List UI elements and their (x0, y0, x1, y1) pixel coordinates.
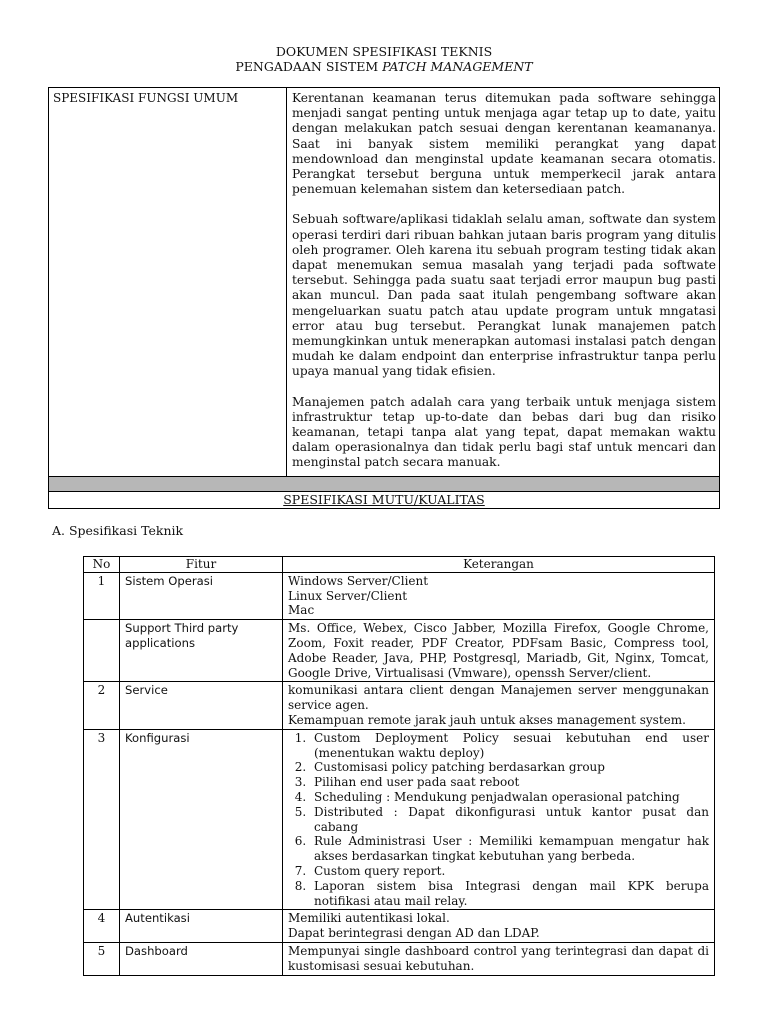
technical-spec-heading: A. Spesifikasi Teknik (52, 523, 184, 538)
subtitle-italic: PATCH MANAGEMENT (382, 59, 533, 74)
row-fitur: Konfigurasi (120, 729, 283, 910)
row-fitur: Sistem Operasi (120, 572, 283, 619)
table-row (84, 620, 715, 682)
table-row (84, 942, 715, 975)
document-subtitle (0, 59, 768, 74)
list-item: 3. Pilihan end user pada saat reboot (310, 775, 709, 790)
row-no: 2 (84, 682, 120, 729)
row-no: 4 (84, 910, 120, 943)
list-item: 6. Rule Administrasi User : Memiliki kemampuan mengatur hak akses berdasarkan tingkat kebutuhan yang berbeda. (310, 834, 709, 864)
keterangan-line: Linux Server/Client (288, 588, 408, 603)
list-item: 1. Custom Deployment Policy sesuai kebutuhan end user (menentukan waktu deploy) (310, 731, 709, 761)
row-keterangan (283, 572, 715, 619)
row-no: 1 (84, 572, 120, 619)
header-keterangan: Keterangan (283, 557, 715, 573)
keterangan-line: Mac (288, 603, 315, 618)
spec-paragraph: Sebuah software/aplikasi tidaklah selalu aman, softwate dan system operasi terdiri dari ribuan bahkan jutaan baris program yang ditulis oleh programer. Oleh karena itu sebuah program testing tidak akan dapat menemukan semua masalah yang terjadi pada softwate tersebut. Sehingga pada suatu saat terjadi error maupun bug pasti akan muncul. Dan pada saat itulah pengembang software akan mengeluarkan suatu patch atau update program untuk mngatasi error atau bug tersebut. Perangkat lunak manajemen patch memungkinkan untuk menerapkan automasi instalasi patch dengan mudah ke dalam endpoint dan enterprise infrastruktur tanpa perlu upaya manual yang tidak efisien. (292, 212, 716, 379)
list-item: 4. Scheduling : Mendukung penjadwalan operasional patching (310, 790, 709, 805)
row-fitur: Service (120, 682, 283, 729)
row-fitur: Autentikasi (120, 910, 283, 943)
table-row (84, 572, 715, 619)
configuration-list (288, 731, 709, 909)
table-row (84, 682, 715, 729)
row-keterangan (283, 910, 715, 943)
general-spec-table (48, 87, 720, 509)
keterangan-line: Dapat berintegrasi dengan AD dan LDAP. (288, 926, 540, 941)
row-no: 3 (84, 729, 120, 910)
keterangan-line: Windows Server/Client (288, 573, 429, 588)
general-spec-label: SPESIFIKASI FUNGSI UMUM (53, 91, 239, 105)
row-no: 5 (84, 942, 120, 975)
row-fitur: Dashboard (120, 942, 283, 975)
header-no: No (84, 557, 120, 573)
keterangan-line: Kemampuan remote jarak jauh untuk akses management system. (288, 712, 686, 727)
header-fitur: Fitur (120, 557, 283, 573)
general-spec-description (292, 91, 716, 486)
table-header-row (84, 557, 715, 573)
document-title: DOKUMEN SPESIFIKASI TEKNIS (275, 44, 493, 59)
list-item: 7. Custom query report. (310, 864, 709, 879)
row-no (84, 620, 120, 682)
list-item: 5. Distributed : Dapat dikonfigurasi untuk kantor pusat dan cabang (310, 805, 709, 835)
list-item: 2. Customisasi policy patching berdasarkan group (310, 760, 709, 775)
gray-separator-band (49, 477, 719, 491)
table-row (84, 729, 715, 910)
table-row (84, 910, 715, 943)
row-keterangan: Ms. Office, Webex, Cisco Jabber, Mozilla Firefox, Google Chrome, Zoom, Foxit reader, PDF Creator, PDFsam Basic, Compress tool, Adobe Reader, Java, PHP, Postgresql, Mariadb, Git, Nginx, Tomcat, Google Drive, Virtualisasi (Vmware), openssh Server/client. (283, 620, 715, 682)
keterangan-line: komunikasi antara client dengan Manajemen server menggunakan service agen. (288, 683, 709, 713)
spec-paragraph: Kerentanan keamanan terus ditemukan pada software sehingga menjadi sangat penting untuk menjaga agar tetap up to date, yaitu dengan melakukan patch sesuai dengan kerentanan keamananya. Saat ini banyak sistem memiliki perangkat yang dapat mendownload dan menginstal update keamanan secara otomatis. Perangkat tersebut berguna untuk memperkecil jarak antara penemuan kelemahan sistem dan ketersediaan patch. (292, 91, 716, 197)
technical-spec-table (83, 556, 715, 976)
row-keterangan (283, 729, 715, 910)
quality-section-title: SPESIFIKASI MUTU/KUALITAS (283, 492, 485, 507)
row-fitur: Support Third party applications (120, 620, 283, 682)
list-item: 8. Laporan sistem bisa Integrasi dengan mail KPK berupa notifikasi atau mail relay. (310, 879, 709, 909)
keterangan-line: Memiliki autentikasi lokal. (288, 911, 450, 926)
subtitle-prefix: PENGADAAN SISTEM (235, 59, 383, 74)
spec-paragraph: Manajemen patch adalah cara yang terbaik untuk menjaga sistem infrastruktur tetap up-to-date dan bebas dari bug dan risiko keamanan, tetapi tanpa alat yang tepat, dapat memakan waktu dalam operasionalnya dan tidak perlu bagi staf untuk mencari dan menginstal patch secara manuak. (292, 394, 716, 470)
column-divider (286, 88, 287, 477)
row-keterangan: Mempunyai single dashboard control yang terintegrasi dan dapat di kustomisasi sesuai kebutuhan. (283, 942, 715, 975)
row-keterangan (283, 682, 715, 729)
